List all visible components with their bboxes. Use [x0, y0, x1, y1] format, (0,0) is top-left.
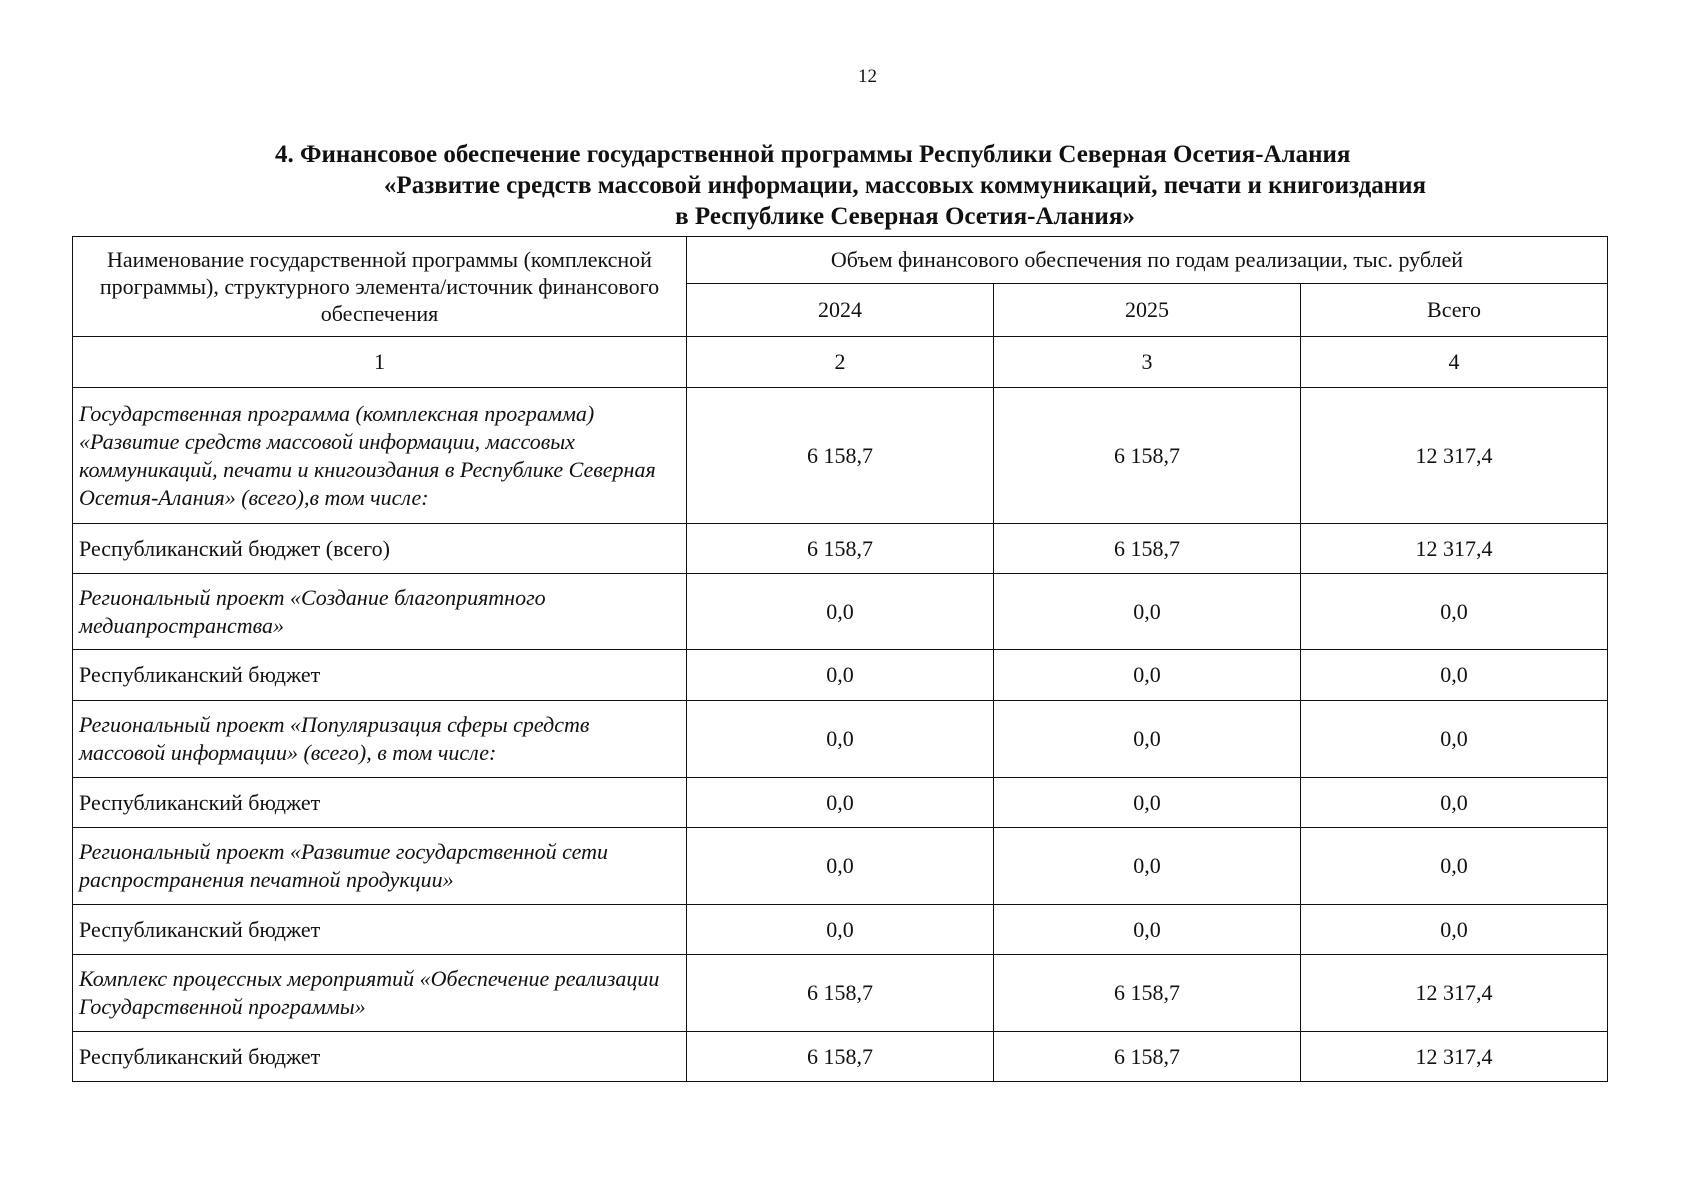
table-header-row [73, 237, 1608, 284]
column-number: 2 [687, 337, 994, 388]
value-total: 0,0 [1301, 905, 1608, 955]
value-total: 0,0 [1301, 701, 1608, 778]
value-2025: 6 158,7 [994, 955, 1301, 1032]
value-2025: 0,0 [994, 650, 1301, 701]
table-row [73, 650, 1608, 701]
heading-line-2: «Развитие средств массовой информации, массовых коммуникаций, печати и книгоиздания [383, 172, 1427, 199]
table-row [73, 524, 1608, 574]
heading-line-3: в Республике Северная Осетия-Алания» [675, 203, 1135, 230]
value-2025: 0,0 [994, 778, 1301, 828]
table-row [73, 388, 1608, 524]
row-name: Республиканский бюджет [73, 778, 687, 828]
value-2025: 0,0 [994, 701, 1301, 778]
value-total: 0,0 [1301, 778, 1608, 828]
header-year-2025: 2025 [994, 284, 1301, 337]
column-number: 1 [73, 337, 687, 388]
row-name: Региональный проект «Создание благоприятного медиапространства» [73, 574, 687, 650]
heading-line-1: 4. Финансовое обеспечение государственной программы Республики Северная Осетия-Алания [275, 141, 1351, 168]
value-2024: 6 158,7 [687, 1032, 994, 1082]
value-2025: 0,0 [994, 905, 1301, 955]
row-name: Региональный проект «Популяризация сферы средств массовой информации» (всего), в том числе: [73, 701, 687, 778]
table-row [73, 574, 1608, 650]
value-2024: 6 158,7 [687, 524, 994, 574]
financing-table [72, 236, 1608, 1082]
row-name: Государственная программа (комплексная программа) «Развитие средств массовой информации, массовых коммуникаций, печати и книгоиздания в Республике Северная Осетия-Алания» (всего),в том числе: [73, 388, 687, 524]
value-2024: 0,0 [687, 574, 994, 650]
value-total: 0,0 [1301, 828, 1608, 905]
header-year-2024: 2024 [687, 284, 994, 337]
value-total: 12 317,4 [1301, 524, 1608, 574]
header-name-column: Наименование государственной программы (комплексной программы), структурного элемента/источник финансового обеспечения [73, 237, 687, 337]
value-2025: 6 158,7 [994, 388, 1301, 524]
table-row [73, 828, 1608, 905]
header-total: Всего [1301, 284, 1608, 337]
row-name: Республиканский бюджет (всего) [73, 524, 687, 574]
value-2025: 6 158,7 [994, 524, 1301, 574]
table-row [73, 1032, 1608, 1082]
table-row [73, 905, 1608, 955]
value-2025: 0,0 [994, 574, 1301, 650]
value-2024: 0,0 [687, 650, 994, 701]
page-number: 12 [858, 66, 877, 87]
table-row [73, 778, 1608, 828]
value-2024: 0,0 [687, 905, 994, 955]
table-row [73, 955, 1608, 1032]
value-total: 12 317,4 [1301, 1032, 1608, 1082]
row-name: Региональный проект «Развитие государственной сети распространения печатной продукции» [73, 828, 687, 905]
row-name: Комплекс процессных мероприятий «Обеспечение реализации Государственной программы» [73, 955, 687, 1032]
value-2024: 6 158,7 [687, 955, 994, 1032]
value-2024: 6 158,7 [687, 388, 994, 524]
value-2024: 0,0 [687, 778, 994, 828]
table-row [73, 701, 1608, 778]
row-name: Республиканский бюджет [73, 905, 687, 955]
column-number: 3 [994, 337, 1301, 388]
header-funding-volume: Объем финансового обеспечения по годам реализации, тыс. рублей [687, 237, 1608, 284]
value-2025: 6 158,7 [994, 1032, 1301, 1082]
value-total: 12 317,4 [1301, 388, 1608, 524]
column-number-row [73, 337, 1608, 388]
value-2024: 0,0 [687, 828, 994, 905]
value-total: 0,0 [1301, 650, 1608, 701]
row-name: Республиканский бюджет [73, 1032, 687, 1082]
value-2024: 0,0 [687, 701, 994, 778]
value-total: 0,0 [1301, 574, 1608, 650]
value-2025: 0,0 [994, 828, 1301, 905]
column-number: 4 [1301, 337, 1608, 388]
section-heading [275, 139, 1535, 232]
row-name: Республиканский бюджет [73, 650, 687, 701]
value-total: 12 317,4 [1301, 955, 1608, 1032]
